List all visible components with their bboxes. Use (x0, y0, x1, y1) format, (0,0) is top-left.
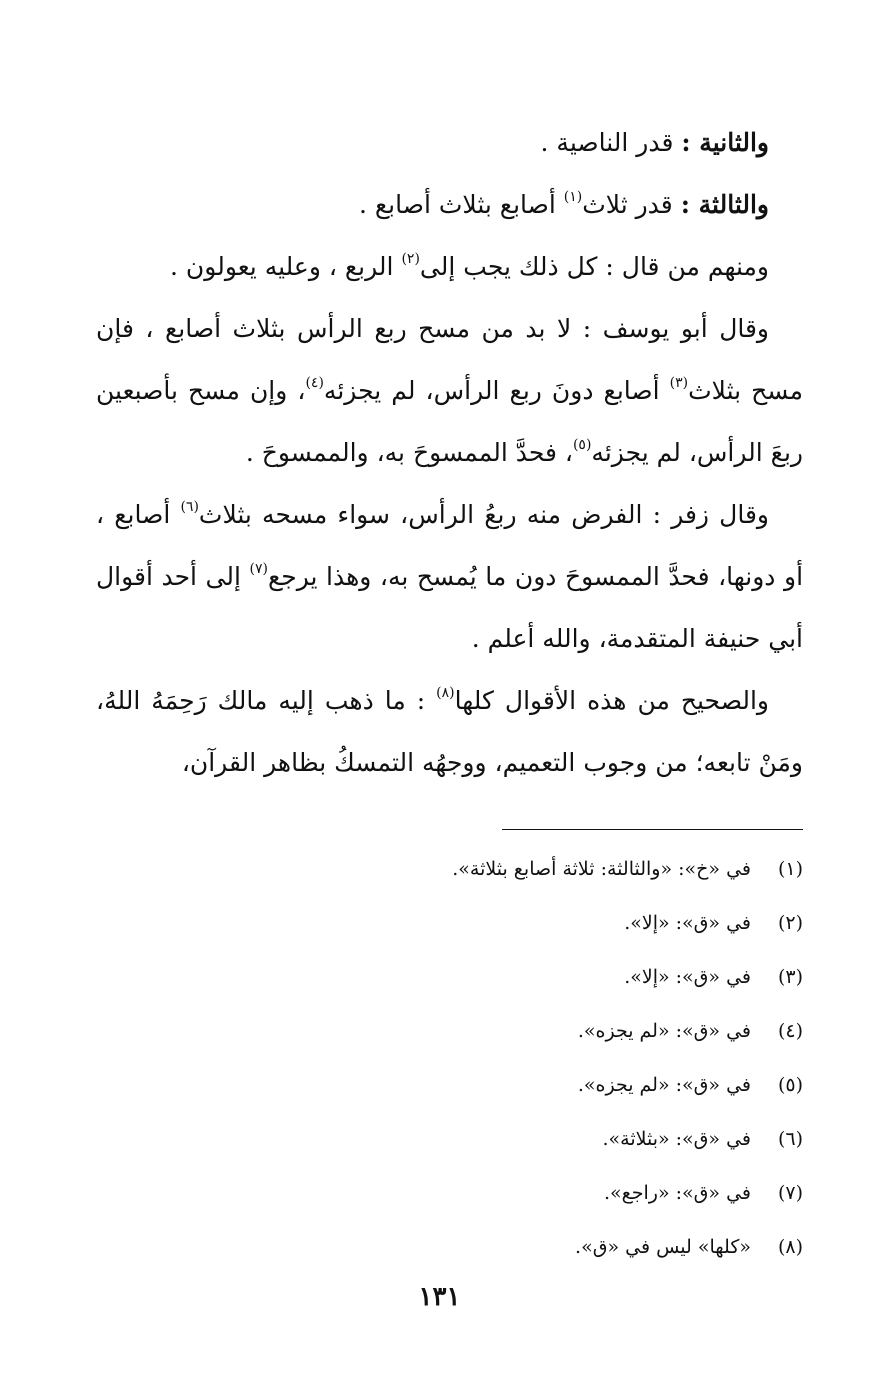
footnote-text: في «ق»: «إلا». (624, 912, 751, 934)
page-number: ١٣١ (418, 1282, 461, 1312)
footnote-ref-3[interactable]: (٣) (669, 375, 689, 391)
paragraph-abu-yusuf: وقال أبو يوسف : لا بد من مسح ربع الرأس بثلاث أصابع ، فإن مسح بثلاث$^{(٣)}$ أصابع دونَ ربع الرأس، لم يجزئه$^{(٤)}$، وإن مسح بأصبعين ربعَ الرأس، لم يجزئه$^{(٥)}$، فحدَّ الممسوحَ به، والممسوحَ . (96, 314, 803, 467)
footnote-text: في «ق»: «بثلاثة». (602, 1128, 751, 1150)
footnote-number: (٤) (777, 1020, 803, 1042)
paragraph-zufar: وقال زفر : الفرض منه ربعُ الرأس، سواء مسحه بثلاث$^{(٦)}$ أصابع ، أو دونها، فحدَّ الممسوحَ دون ما يُمسح به، وهذا يرجع$^{(٧)}$ إلى أحد أقوال أبي حنيفة المتقدمة، والله أعلم . (96, 499, 804, 653)
footnote-ref-8[interactable]: (٨) (436, 685, 455, 701)
footnote-number: (٨) (777, 1236, 803, 1258)
footnote-item (96, 1220, 803, 1274)
footnote-ref-4[interactable]: (٤) (305, 375, 324, 391)
footnote-item (96, 842, 803, 896)
footnote-number: (٧) (777, 1182, 803, 1204)
paragraph-second: والثانية : قدر الناصية . (540, 128, 769, 157)
footnote-number: (٣) (777, 966, 803, 988)
bold-lead: والثانية : (681, 128, 769, 157)
footnote-ref-7[interactable]: (٧) (249, 561, 268, 577)
footnote-number: (٦) (777, 1128, 803, 1150)
footnote-ref-5[interactable]: (٥) (572, 437, 592, 453)
paragraph-third: والثالثة : قدر ثلاث$^{(١)}$ أصابع بثلاث أصابع . (358, 189, 769, 219)
footnote-separator (502, 829, 803, 830)
footnote-item (96, 896, 803, 950)
footnote-text: في «ق»: «راجع». (604, 1182, 751, 1204)
footnote-text: في «ق»: «لم يجزه». (577, 1074, 751, 1096)
footnote-ref-6[interactable]: (٦) (180, 499, 199, 515)
footnote-text: في «خ»: «والثالثة: ثلاثة أصابع بثلاثة». (452, 858, 751, 880)
paragraph-others: ومنهم من قال : كل ذلك يجب إلى$^{(٢)}$ الربع ، وعليه يعولون . (170, 251, 769, 281)
footnote-number: (٢) (777, 912, 803, 934)
footnote-item (96, 1004, 803, 1058)
footnote-ref-2[interactable]: (٢) (401, 251, 420, 267)
footnote-text: في «ق»: «لم يجزه». (577, 1020, 751, 1042)
footnote-number: (٥) (777, 1074, 803, 1096)
paragraph-correct-view: والصحيح من هذه الأقوال كلها$^{(٨)}$ : ما ذهب إليه مالك رَحِمَهُ اللهُ، ومَنْ تابعه؛ من وجوب التعميم، ووجهُه التمسكُ بظاهر القرآن، (96, 685, 803, 777)
footnote-item (96, 1058, 803, 1112)
footnote-text: «كلها» ليس في «ق». (575, 1236, 751, 1258)
footnote-item (96, 950, 803, 1004)
footnote-number: (١) (777, 858, 803, 880)
main-text (96, 112, 803, 794)
footnote-item (96, 1112, 803, 1166)
footnotes (96, 842, 803, 1274)
footnote-item (96, 1166, 803, 1220)
bold-lead: والثالثة : (680, 190, 769, 219)
footnote-ref-1[interactable]: (١) (563, 189, 583, 205)
footnote-text: في «ق»: «إلا». (624, 966, 751, 988)
